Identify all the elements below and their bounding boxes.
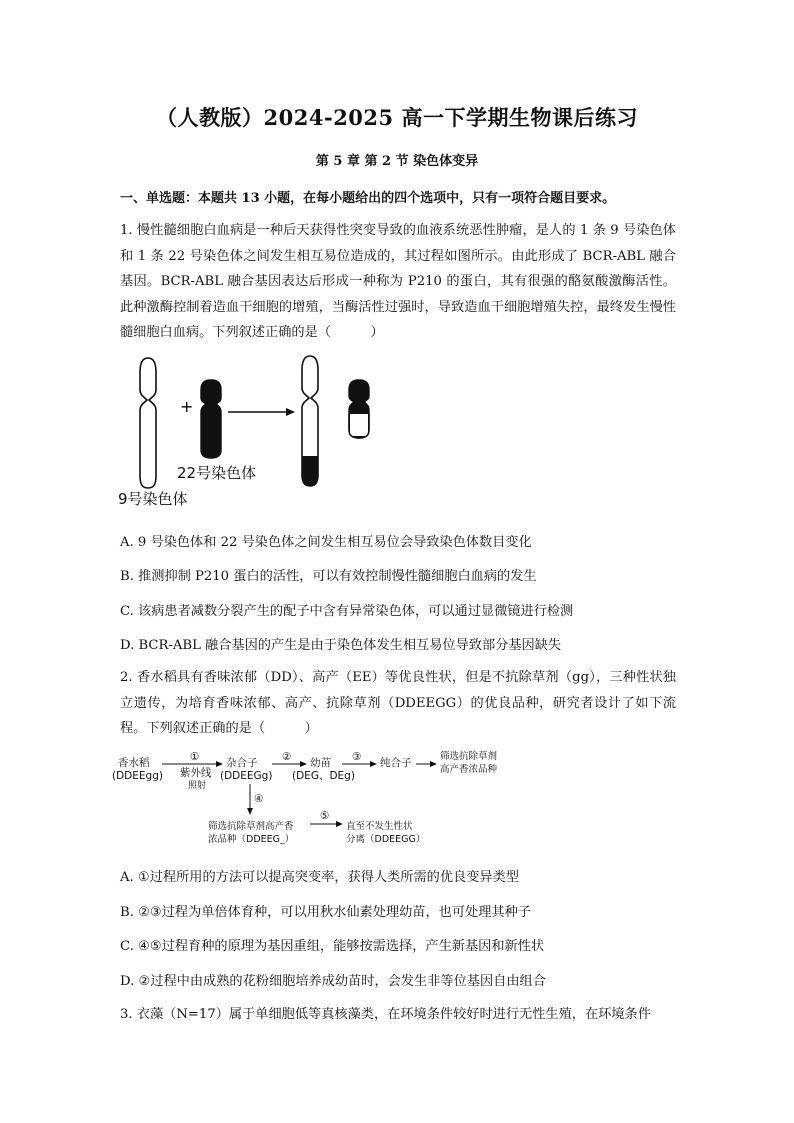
section-heading: 一、单选题：本题共 13 小题，在每小题给出的四个选项中，只有一项符合题目要求。	[120, 191, 616, 206]
label-chromosome-9: 9号染色体	[118, 490, 188, 508]
flow-node-7: 直至不发生性状	[346, 821, 413, 832]
plus-sign: +	[180, 397, 194, 416]
step-4: ④	[254, 793, 264, 805]
q1-option-b[interactable]: B. 推测抑制 P210 蛋白的活性，可以有效控制慢性髓细胞白血病的发生	[120, 569, 537, 584]
flow-node-5: 筛选抗除草剂	[440, 751, 498, 762]
translocated-segment	[302, 456, 318, 486]
q2-option-b[interactable]: B. ②③过程为单倍体育种，可以用秋水仙素处理幼苗，也可处理其种子	[120, 905, 531, 920]
breeding-flowchart	[110, 748, 498, 848]
question-1-stem: 1. 慢性髓细胞白血病是一种后天获得性突变导致的血液系统恶性肿瘤，是人的 1 条 9 号染色体和 1 条 22 号染色体之间发生相互易位造成的，其过程如图所示。由此形成了 BCR-ABL 融合基因。BCR-ABL 融合基因表达后形成一种称为 P210 的蛋白，其有很强的酪氨酸激酶活性。此种激酶控制着造血干细胞的增殖，当酶活性过强时，导致造血干细胞增殖失控，最终发生慢性髓细胞白血病。下列叙述正确的是（ ）	[120, 223, 676, 340]
flow-node-3: 幼苗	[310, 757, 331, 769]
label-chromosome-22: 22号染色体	[177, 464, 257, 482]
chromosome-figure	[110, 350, 400, 510]
q1-option-d[interactable]: D. BCR-ABL 融合基因的产生是由于染色体发生相互易位导致部分基因缺失	[120, 638, 562, 653]
step-1: ①	[190, 751, 200, 763]
flow-node-6: 筛选抗除草剂高产香	[208, 821, 294, 832]
question-2-stem: 2. 香水稻具有香味浓郁（DD）、高产（EE）等优良性状，但是不抗除草剂（gg），三种性状独立遗传，为培育香味浓郁、高产、抗除草剂（DDEEGG）的优良品种，研究者设计了如下流程。下列叙述正确的是（ ）	[120, 670, 676, 736]
chromosome-9-shape	[140, 358, 156, 488]
svg-text:紫外线: 紫外线	[180, 767, 212, 779]
flow-node-4: 纯合子	[380, 757, 412, 769]
q1-option-a[interactable]: A. 9 号染色体和 22 号染色体之间发生相互易位会导致染色体数目变化	[120, 535, 532, 550]
q2-option-a[interactable]: A. ①过程所用的方法可以提高突变率，获得人类所需的优良变异类型	[120, 870, 519, 885]
svg-text:(DDEEgg): (DDEEgg)	[112, 770, 163, 782]
q2-option-c[interactable]: C. ④⑤过程育种的原理为基因重组，能够按需选择，产生新基因和新性状	[120, 939, 545, 954]
q2-option-d[interactable]: D. ②过程中由成熟的花粉细胞培养成幼苗时，会发生非等位基因自由组合	[120, 974, 546, 989]
flow-node-2: 杂合子	[226, 757, 258, 769]
question-3-stem: 3. 衣藻（N=17）属于单细胞低等真核藻类，在环境条件较好时进行无性生殖，在环境条件	[120, 1007, 651, 1022]
svg-text:照射: 照射	[188, 781, 207, 791]
svg-text:分离（DDEEGG）: 分离（DDEEGG）	[346, 834, 426, 845]
svg-text:(DDEEGg): (DDEEGg)	[220, 770, 273, 782]
svg-text:浓品种（DDEEG_）: 浓品种（DDEEG_）	[208, 834, 295, 845]
svg-text:高产香浓品种: 高产香浓品种	[440, 764, 498, 775]
chapter-subtitle: 第 5 章 第 2 节 染色体变异	[315, 154, 479, 169]
q1-option-c[interactable]: C. 该病患者减数分裂产生的配子中含有异常染色体，可以通过显微镜进行检测	[120, 604, 574, 619]
flow-node-1: 香水稻	[118, 757, 150, 769]
chromosome-22-shape	[201, 380, 221, 458]
step-2: ②	[282, 751, 292, 763]
svg-text:(DEG、DEg): (DEG、DEg)	[292, 770, 355, 782]
step-5: ⑤	[320, 810, 330, 822]
step-3: ③	[352, 751, 362, 763]
page-title: （人教版）2024-2025 高一下学期生物课后练习	[156, 105, 638, 130]
